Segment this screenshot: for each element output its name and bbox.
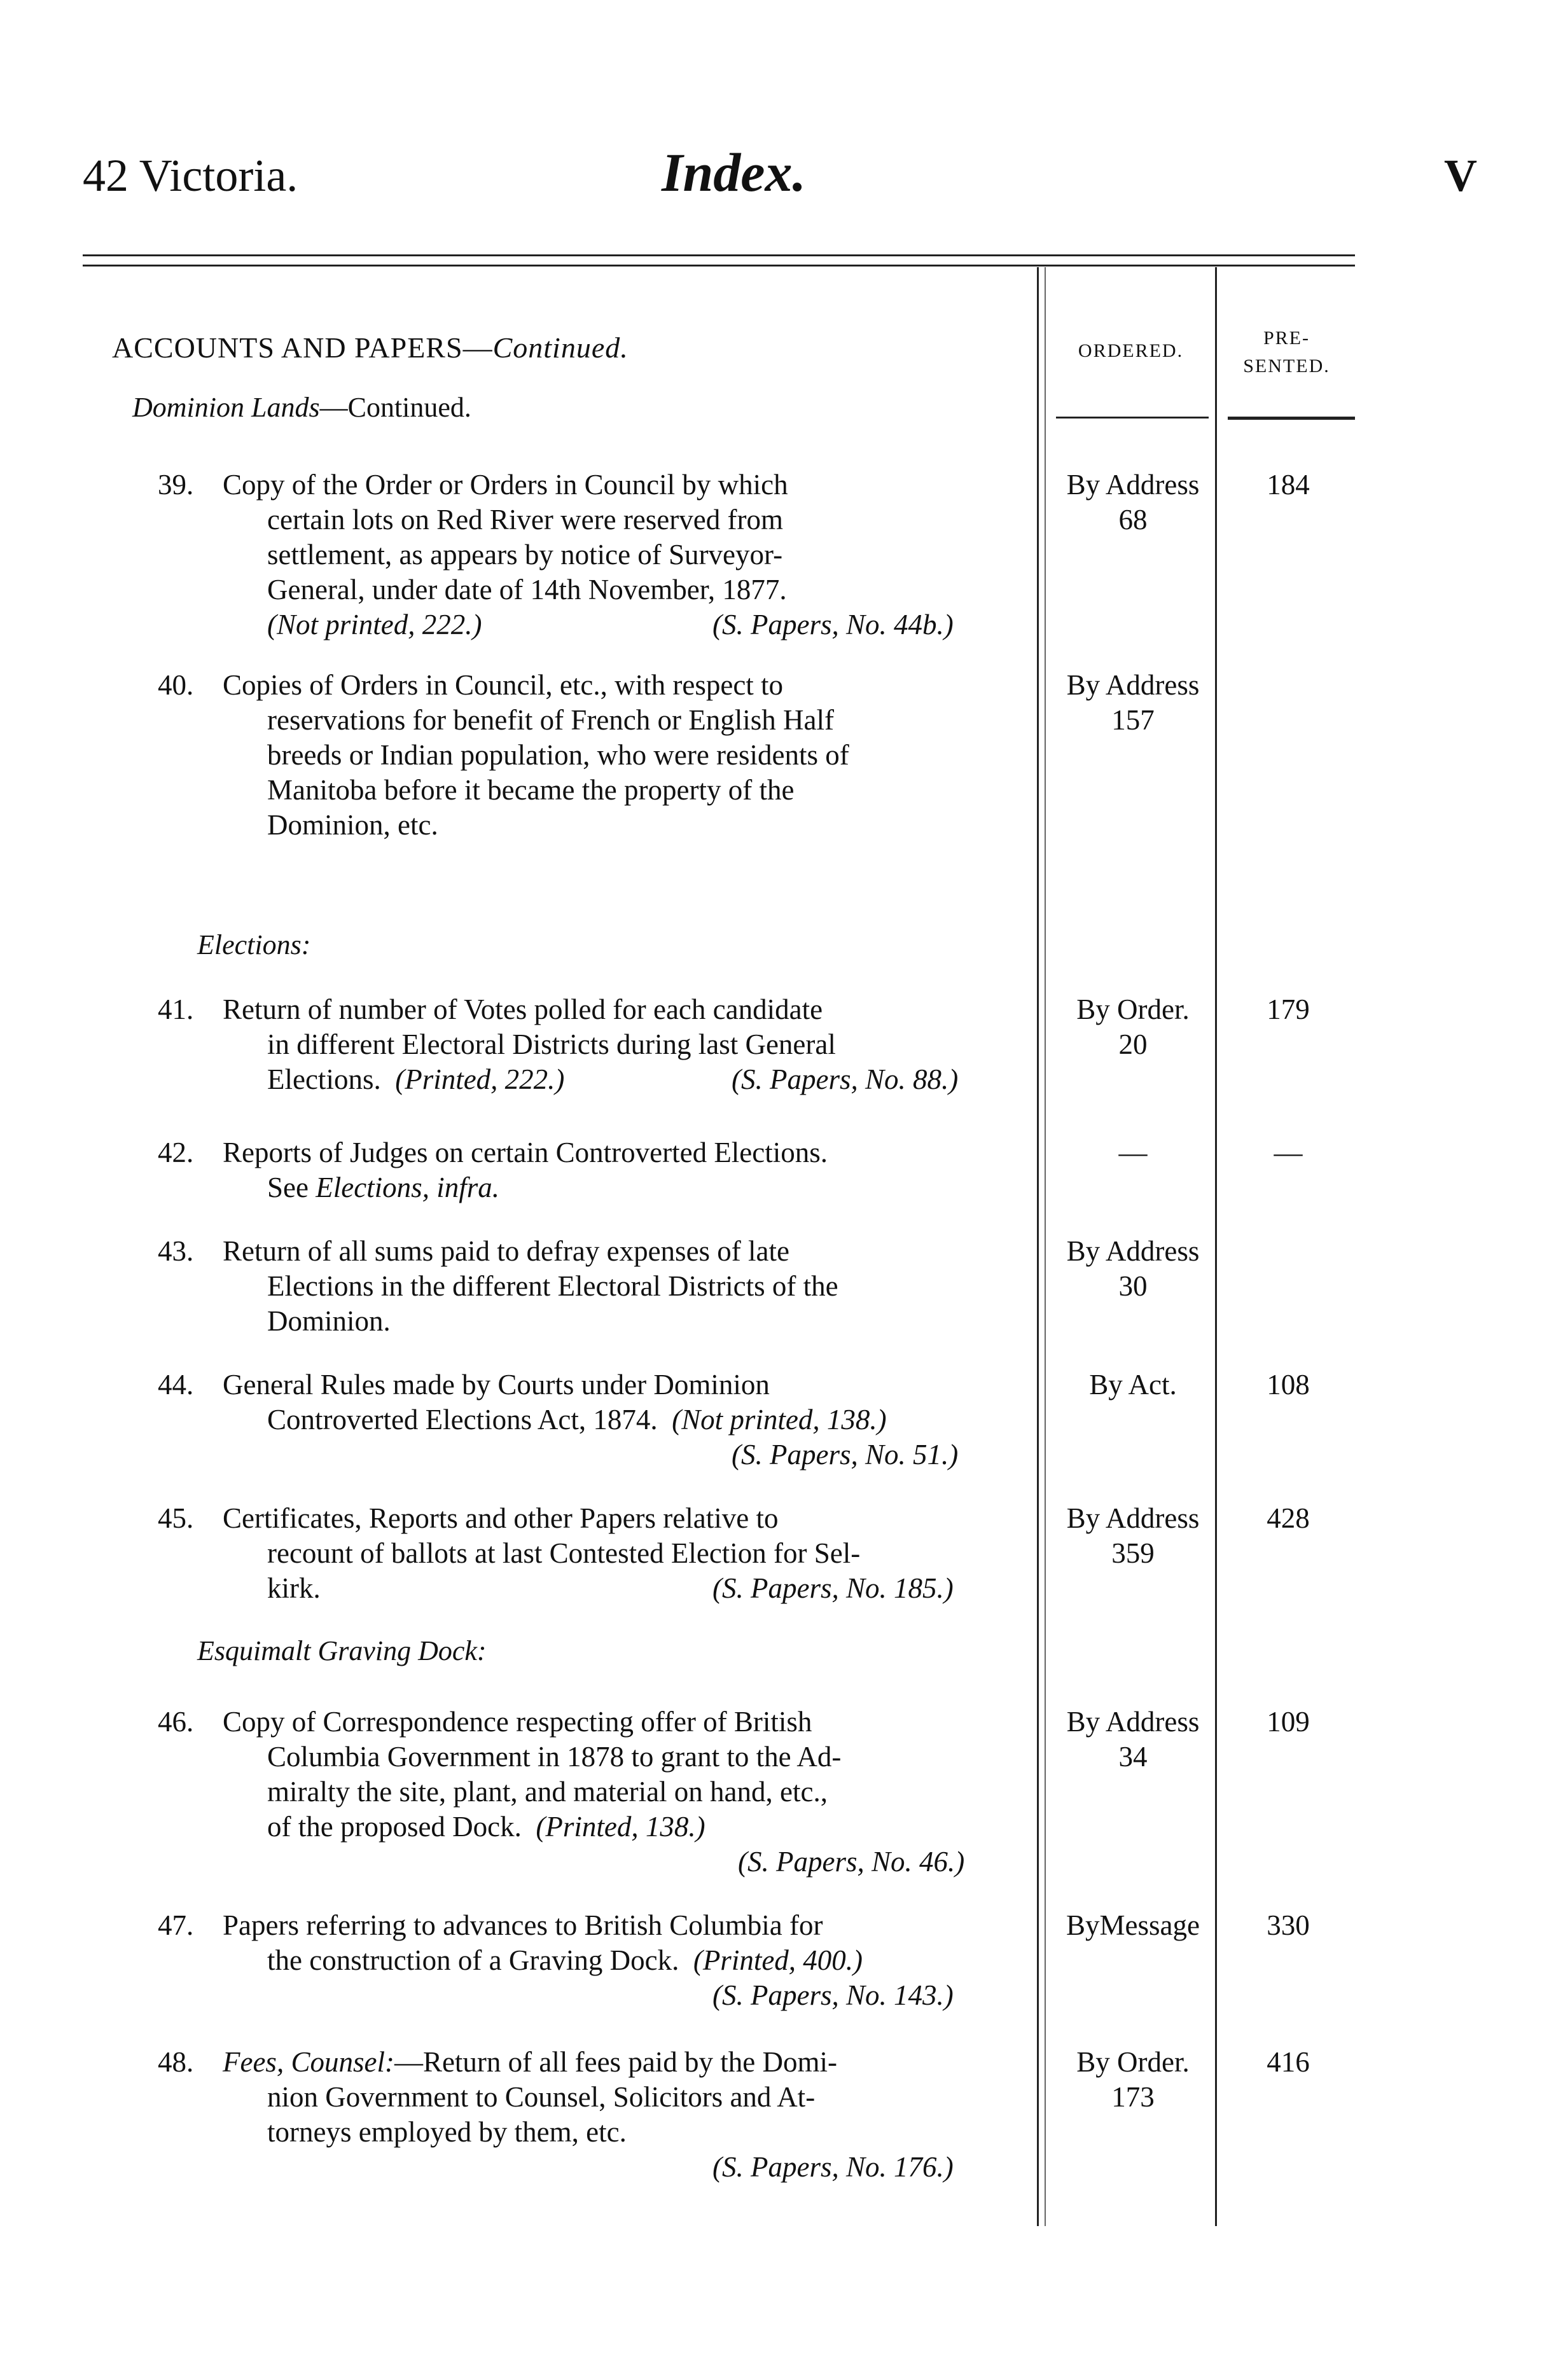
heading-elections: Elections: — [197, 929, 311, 960]
presented-value: 108 — [1267, 1369, 1310, 1401]
ordered-value: By Address 34 — [1066, 1706, 1200, 1773]
entry-number: 45. — [158, 1502, 194, 1534]
presented-value: 184 — [1267, 469, 1310, 501]
presented-value: 179 — [1267, 993, 1310, 1025]
sessional-paper-reference: (S. Papers, No. 46.) — [738, 1846, 965, 1878]
running-head-left: 42 Victoria. — [83, 150, 298, 201]
sessional-paper-reference: (S. Papers, No. 176.) — [712, 2151, 954, 2183]
entry-text: Papers referring to advances to British Columbia for the construction of a Graving Dock. (Printed, 400.) — [223, 1909, 863, 1976]
presented-value: 330 — [1267, 1909, 1310, 1941]
entry-text: Certificates, Reports and other Papers relative to recount of ballots at last Contested Election for Sel- kirk. — [223, 1502, 861, 1604]
running-head-page-number: V — [1444, 150, 1477, 201]
ordered-value: By Order. 20 — [1076, 993, 1190, 1060]
ordered-value: ByMessage — [1066, 1909, 1200, 1941]
ordered-value: — — [1118, 1137, 1148, 1168]
entry-number: 47. — [158, 1909, 194, 1941]
column-header-presented: PRE- SENTED. — [1243, 328, 1330, 377]
sessional-paper-reference: (S. Papers, No. 143.) — [712, 1979, 954, 2011]
entry-number: 42. — [158, 1137, 194, 1168]
entry-text: Copy of Correspondence respecting offer of British Columbia Government in 1878 to grant to the Ad- miralty the site, plant, and material on hand, etc., of the proposed Dock. (Printed, 138.) — [223, 1706, 842, 1843]
entry-text: Copy of the Order or Orders in Council by which certain lots on Red River were reserved from settlement, as appears by notice of Surveyor- General, under date of 14th November, 1877. — [223, 469, 788, 605]
entry-number: 41. — [158, 993, 194, 1025]
entry-number: 46. — [158, 1706, 194, 1738]
entry-number: 43. — [158, 1235, 194, 1267]
ordered-value: By Act. — [1089, 1369, 1177, 1401]
sessional-paper-reference: (S. Papers, No. 44b.) — [712, 609, 954, 640]
sessional-paper-reference: (S. Papers, No. 185.) — [712, 1572, 954, 1604]
section-heading: ACCOUNTS AND PAPERS—Continued. — [112, 331, 629, 364]
ordered-value: By Address 30 — [1066, 1235, 1200, 1302]
entry-number: 48. — [158, 2046, 194, 2078]
ordered-value: By Address 68 — [1066, 469, 1200, 536]
header-rule-top — [83, 254, 1355, 256]
header-underline-ordered — [1056, 417, 1209, 419]
presented-value: — — [1274, 1137, 1303, 1168]
entry-text: Return of number of Votes polled for each candidate in different Electoral Districts during last General Elections. (Printed, 222.) — [223, 993, 836, 1095]
column-header-ordered: ORDERED. — [1078, 340, 1184, 361]
entry-text: Return of all sums paid to defray expenses of late Elections in the different Electoral Districts of the Dominion. — [223, 1235, 838, 1337]
presented-value: 416 — [1267, 2046, 1310, 2078]
presented-value: 109 — [1267, 1706, 1310, 1738]
heading-esquimalt-graving-dock: Esquimalt Graving Dock: — [197, 1635, 487, 1666]
ordered-value: By Order. 173 — [1076, 2046, 1190, 2113]
column-rule-ordered-left — [1037, 267, 1039, 2226]
entry-text: Fees, Counsel:—Return of all fees paid by the Domi- nion Government to Counsel, Solicitors and At- torneys employed by them, etc. — [223, 2046, 838, 2148]
presented-value: 428 — [1267, 1502, 1310, 1534]
entry-text: Copies of Orders in Council, etc., with respect to reservations for benefit of French or English Half breeds or Indian population, who were residents of Manitoba before it became the property of the Dominion, etc. — [223, 669, 849, 841]
entry-number: 39. — [158, 469, 194, 501]
entry-number: 40. — [158, 669, 194, 701]
subsection-heading: Dominion Lands—Continued. — [132, 392, 471, 423]
ordered-value: By Address 157 — [1066, 669, 1200, 736]
ordered-value: By Address 359 — [1066, 1502, 1200, 1569]
sessional-paper-reference: (S. Papers, No. 51.) — [732, 1439, 959, 1470]
header-underline-presented — [1228, 417, 1355, 420]
entry-text: Reports of Judges on certain Controverted Elections. See Elections, infra. — [223, 1137, 828, 1203]
entry-text: General Rules made by Courts under Dominion Controverted Elections Act, 1874. (Not printed, 138.) — [223, 1369, 887, 1436]
printed-reference: (Not printed, 222.) — [267, 609, 482, 640]
sessional-paper-reference: (S. Papers, No. 88.) — [732, 1063, 959, 1095]
header-rule-bottom — [83, 265, 1355, 266]
running-head-title: Index. — [662, 142, 806, 203]
entry-number: 44. — [158, 1369, 194, 1401]
